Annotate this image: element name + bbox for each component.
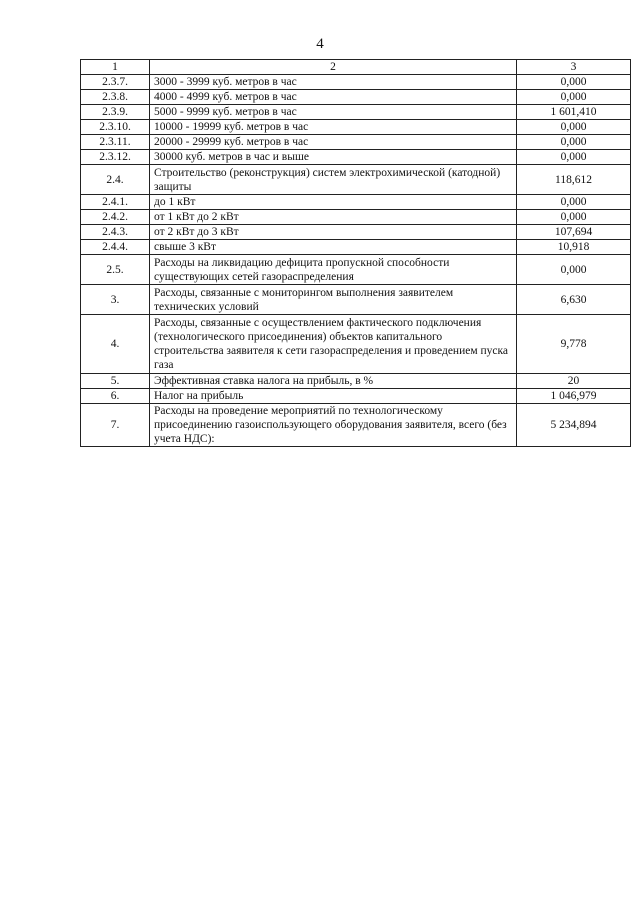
row-number: 3. (81, 285, 150, 315)
row-number: 7. (81, 404, 150, 447)
table-row (81, 210, 631, 225)
row-value: 0,000 (517, 195, 631, 210)
row-value: 107,694 (517, 225, 631, 240)
row-number: 2.3.7. (81, 75, 150, 90)
table-row (81, 165, 631, 195)
row-description: 5000 - 9999 куб. метров в час (150, 105, 517, 120)
row-description: до 1 кВт (150, 195, 517, 210)
row-number: 2.4.1. (81, 195, 150, 210)
row-description: от 1 кВт до 2 кВт (150, 210, 517, 225)
table-row (81, 90, 631, 105)
row-description: Налог на прибыль (150, 389, 517, 404)
row-number: 2.3.8. (81, 90, 150, 105)
row-value: 6,630 (517, 285, 631, 315)
row-description: Строительство (реконструкция) систем электрохимической (катодной) защиты (150, 165, 517, 195)
row-value: 5 234,894 (517, 404, 631, 447)
table-row (81, 150, 631, 165)
page-number: 4 (316, 36, 324, 52)
row-value: 0,000 (517, 75, 631, 90)
row-number: 2.4.3. (81, 225, 150, 240)
header-col-2: 2 (150, 60, 517, 75)
row-value: 0,000 (517, 150, 631, 165)
row-value: 0,000 (517, 135, 631, 150)
row-value: 1 046,979 (517, 389, 631, 404)
table-row (81, 135, 631, 150)
row-value: 0,000 (517, 120, 631, 135)
row-description: Расходы на ликвидацию дефицита пропускной способности существующих сетей газораспределения (150, 255, 517, 285)
row-description: 30000 куб. метров в час и выше (150, 150, 517, 165)
row-value: 118,612 (517, 165, 631, 195)
row-number: 2.3.10. (81, 120, 150, 135)
table-row (81, 389, 631, 404)
row-description: свыше 3 кВт (150, 240, 517, 255)
row-number: 6. (81, 389, 150, 404)
row-description: от 2 кВт до 3 кВт (150, 225, 517, 240)
row-number: 2.3.11. (81, 135, 150, 150)
row-description: Эффективная ставка налога на прибыль, в % (150, 374, 517, 389)
row-number: 2.4.2. (81, 210, 150, 225)
table-row (81, 374, 631, 389)
row-description: Расходы, связанные с мониторингом выполнения заявителем технических условий (150, 285, 517, 315)
cost-table (80, 59, 631, 447)
table-row (81, 315, 631, 374)
header-col-1: 1 (81, 60, 150, 75)
row-number: 2.4. (81, 165, 150, 195)
row-number: 4. (81, 315, 150, 374)
row-value: 0,000 (517, 90, 631, 105)
row-value: 0,000 (517, 255, 631, 285)
row-number: 2.3.12. (81, 150, 150, 165)
table-row (81, 225, 631, 240)
row-number: 5. (81, 374, 150, 389)
row-description: 10000 - 19999 куб. метров в час (150, 120, 517, 135)
row-description: 20000 - 29999 куб. метров в час (150, 135, 517, 150)
row-value: 20 (517, 374, 631, 389)
table-row (81, 285, 631, 315)
table-row (81, 404, 631, 447)
row-value: 1 601,410 (517, 105, 631, 120)
row-number: 2.4.4. (81, 240, 150, 255)
row-number: 2.5. (81, 255, 150, 285)
table-row (81, 255, 631, 285)
table-row (81, 195, 631, 210)
row-number: 2.3.9. (81, 105, 150, 120)
row-description: 4000 - 4999 куб. метров в час (150, 90, 517, 105)
table-row (81, 75, 631, 90)
row-description: 3000 - 3999 куб. метров в час (150, 75, 517, 90)
row-value: 10,918 (517, 240, 631, 255)
table-row (81, 120, 631, 135)
row-description: Расходы, связанные с осуществлением фактического подключения (технологического присоединения) объектов капитального строительства заявителя к сети газораспределения и проведением пуска газа (150, 315, 517, 374)
table-header-row (81, 60, 631, 75)
row-description: Расходы на проведение мероприятий по технологическому присоединению газоиспользующего оборудования заявителя, всего (без учета НДС): (150, 404, 517, 447)
header-col-3: 3 (517, 60, 631, 75)
table-row (81, 105, 631, 120)
row-value: 9,778 (517, 315, 631, 374)
row-value: 0,000 (517, 210, 631, 225)
table-row (81, 240, 631, 255)
